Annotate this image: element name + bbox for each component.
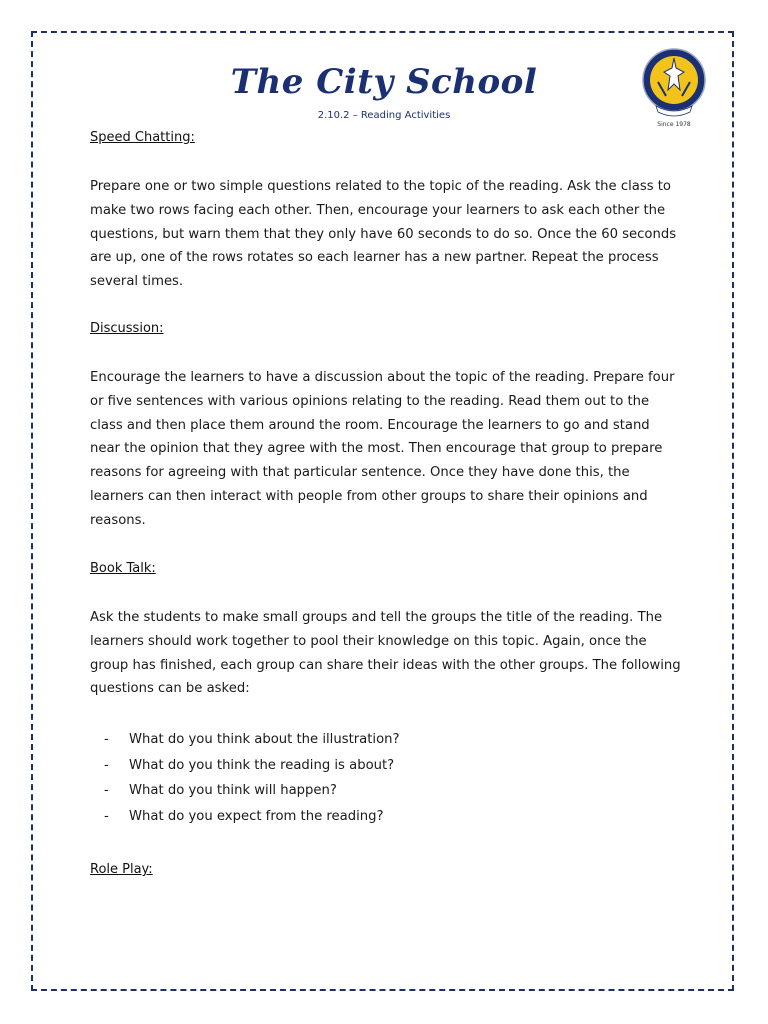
discussion-body: Encourage the learners to have a discussion about the topic of the reading. Prepare four or five sentences with various opinions relating to the reading. Read them out to the class and then place them around the room. Encourage the learners to go and stand near the opinion that they agree with the most. Then encourage that group to prepare reasons for agreeing with that particular sentence. Once they have done this, the learners can then interact with people from other groups to share their opinions and reasons. (90, 370, 675, 528)
book-talk-body: Ask the students to make small groups and tell the groups the title of the reading. The learners should work together to pool their knowledge on this topic. Again, once the group has finished, each group can share their ideas with the other groups. The following questions can be asked: (90, 610, 681, 697)
discussion-heading: Discussion: (90, 321, 164, 336)
speed-chatting-heading: Speed Chatting: (90, 130, 195, 145)
school-crest-logo (640, 46, 708, 130)
list-item: - What do you think the reading is about? (104, 757, 395, 773)
list-item: - What do you think about the illustration? (104, 732, 400, 747)
logo-caption: Since 1978 (657, 121, 691, 128)
list-item: - What do you think will happen? (104, 783, 337, 798)
book-talk-heading: Book Talk: (90, 561, 156, 576)
school-title: The City School (230, 62, 538, 102)
document-subtitle: 2.10.2 – Reading Activities (317, 110, 451, 121)
speed-chatting-body: Prepare one or two simple questions related to the topic of the reading. Ask the class to make two rows facing each other. Then, encourage your learners to ask each other the questions, but warn them that they only have 60 seconds to do so. Once the 60 seconds are up, one of the rows rotates so each learner has a new partner. Repeat the process several times. (90, 179, 677, 290)
book-talk-question-list (104, 727, 400, 829)
role-play-heading: Role Play: (90, 862, 153, 877)
list-item: - What do you expect from the reading? (104, 808, 384, 824)
